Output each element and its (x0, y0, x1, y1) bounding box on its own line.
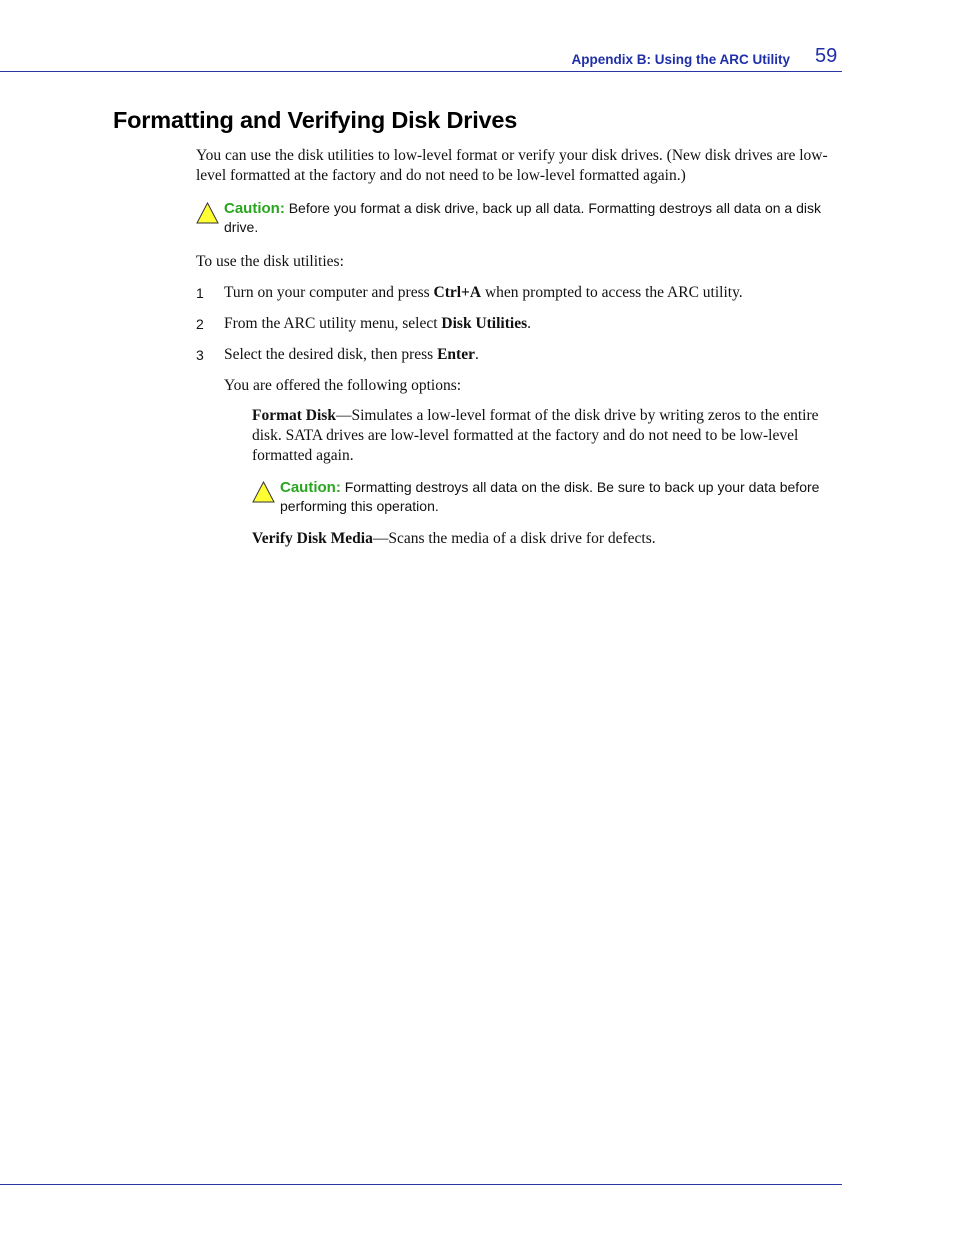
step-text (224, 314, 531, 334)
caution-label: Caution: (224, 200, 285, 217)
option-term: Format Disk (252, 407, 336, 424)
step-number: 3 (196, 347, 204, 363)
option-description: —Simulates a low-level format of the disk drive by writing zeros to the entire disk. SATA drives are low-level formatted at the factory and do not need to be low-level formatted again. (252, 407, 819, 464)
step-text (224, 345, 479, 365)
chapter-title: Appendix B: Using the ARC Utility (571, 52, 790, 67)
option-term: Verify Disk Media (252, 530, 373, 547)
option-verify-disk-media (252, 529, 656, 549)
step-text-pre: Turn on your computer and press (224, 284, 434, 301)
step-text (224, 283, 743, 303)
step-text-post: . (474, 346, 479, 363)
step-text-post: when prompted to access the ARC utility. (481, 284, 743, 301)
header-rule (0, 71, 842, 72)
step-text-pre: From the ARC utility menu, select (224, 315, 442, 332)
warning-triangle-icon (196, 202, 219, 224)
warning-triangle-icon (252, 481, 275, 503)
step-keystroke: Ctrl+A (433, 284, 482, 301)
step-number: 1 (196, 285, 204, 301)
step-keystroke: Enter (437, 346, 475, 363)
step-menu-item: Disk Utilities (441, 315, 528, 332)
option-description: —Scans the media of a disk drive for defects. (372, 530, 656, 547)
caution-text: Formatting destroys all data on the disk. Be sure to back up your data before performing this operation. (280, 479, 820, 514)
section-title: Formatting and Verifying Disk Drives (113, 107, 518, 133)
option-format-disk (252, 406, 842, 466)
step-text-post: . (527, 315, 531, 332)
page-number: 59 (815, 45, 838, 67)
caution-note-1 (224, 199, 844, 237)
caution-label: Caution: (280, 479, 341, 496)
step-text-pre: Select the desired disk, then press (224, 346, 438, 363)
caution-text: Before you format a disk drive, back up all data. Formatting destroys all data on a disk drive. (224, 200, 821, 235)
caution-note-2 (280, 478, 840, 516)
options-intro: You are offered the following options: (224, 377, 462, 394)
intro-paragraph: You can use the disk utilities to low-level format or verify your disk drives. (New disk drives are low-level formatted at the factory and do not need to be low-level formatted again.) (196, 147, 828, 184)
footer-rule (0, 1184, 842, 1185)
step-number: 2 (196, 316, 204, 332)
lead-paragraph: To use the disk utilities: (196, 253, 344, 270)
